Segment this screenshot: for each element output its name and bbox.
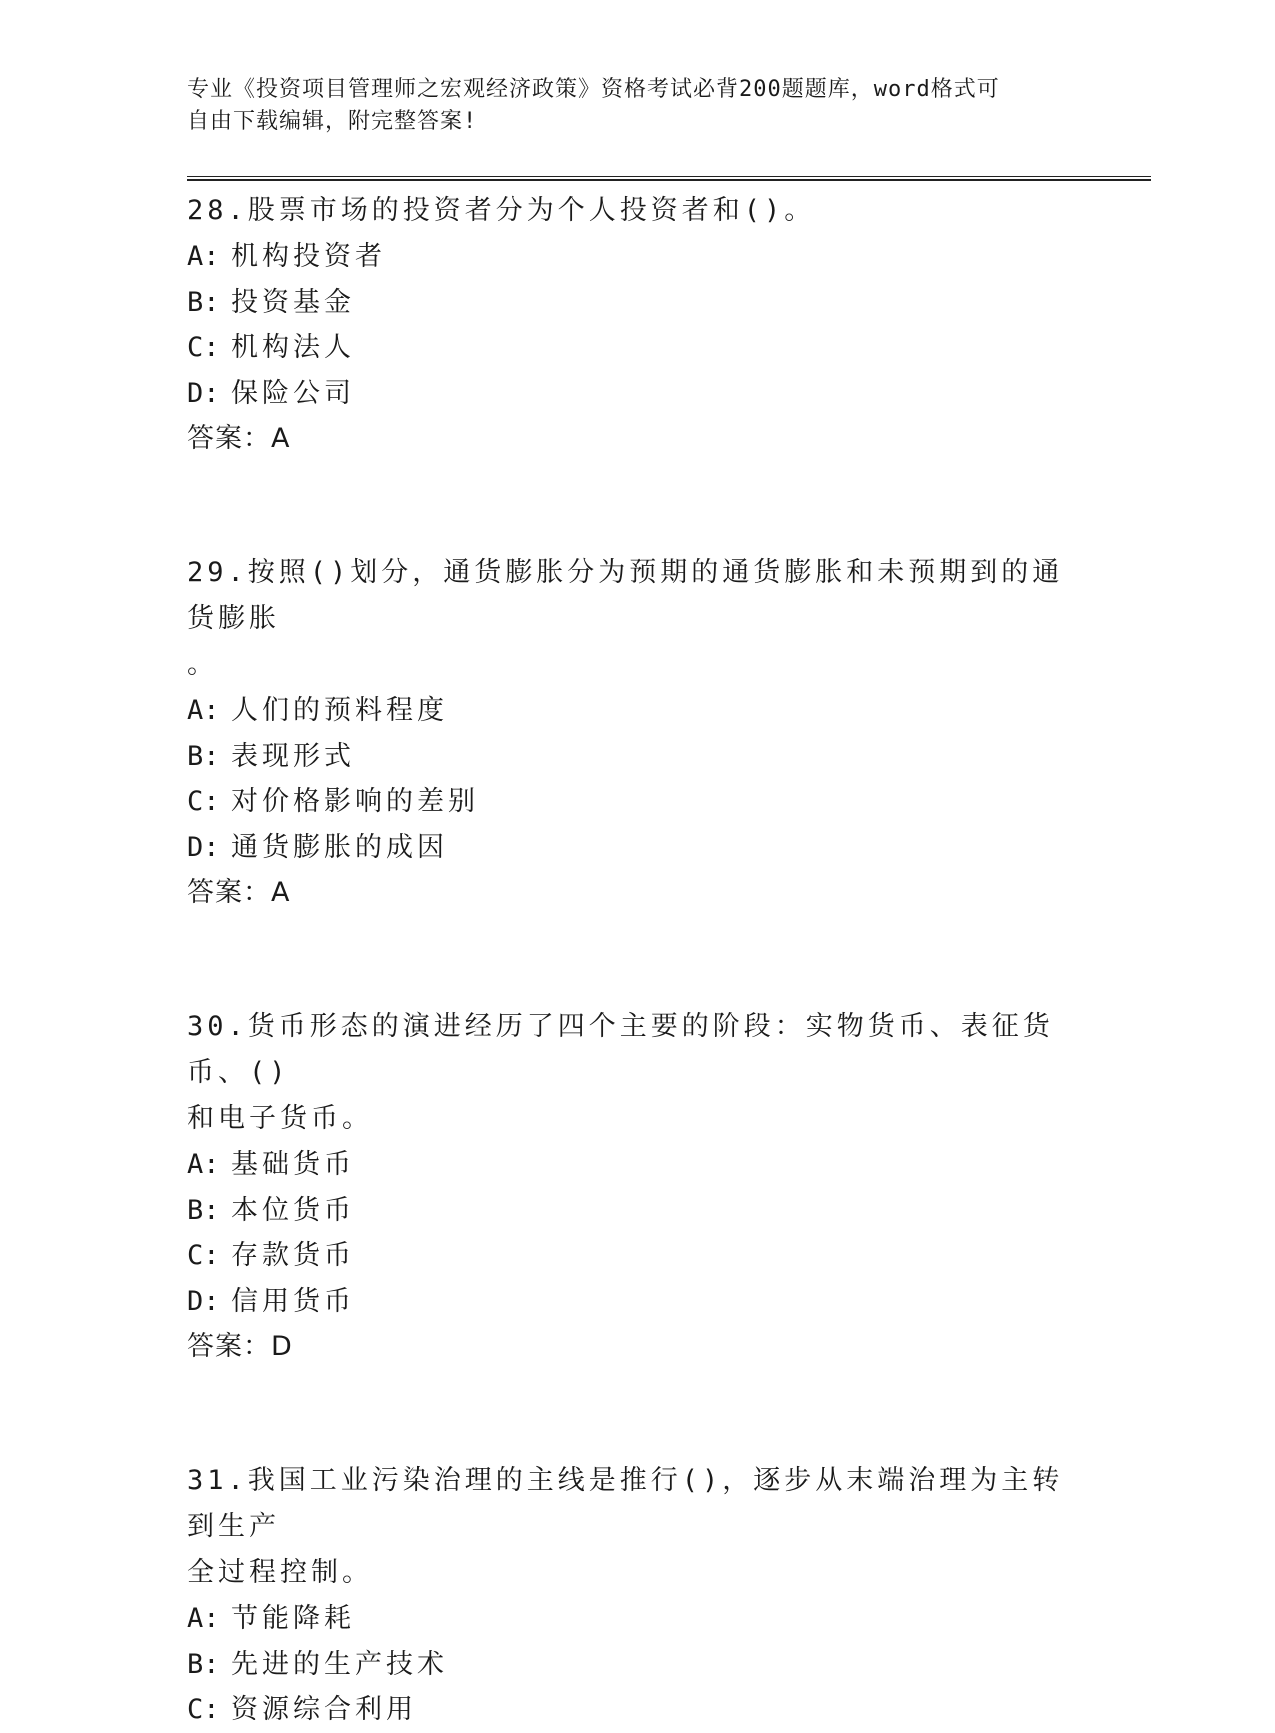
option-a bbox=[187, 1142, 1087, 1188]
option-a bbox=[187, 688, 1087, 734]
option-b bbox=[187, 280, 1087, 326]
question-stem: 29.按照()划分，通货膨胀分为预期的通货膨胀和未预期到的通货膨胀 bbox=[187, 557, 1064, 634]
option-text: 信用货币 bbox=[231, 1285, 355, 1317]
option-text: 通货膨胀的成因 bbox=[231, 831, 448, 863]
option-d bbox=[187, 825, 1087, 871]
option-key: D: bbox=[187, 831, 220, 863]
question-stem: 30.货币形态的演进经历了四个主要的阶段：实物货币、表征货币、() bbox=[187, 1011, 1054, 1088]
option-b bbox=[187, 1188, 1087, 1234]
option-text: 投资基金 bbox=[231, 286, 355, 318]
question-stem: 31.我国工业污染治理的主线是推行()，逐步从末端治理为主转到生产 bbox=[187, 1465, 1064, 1542]
option-d bbox=[187, 1279, 1087, 1325]
option-key: B: bbox=[187, 1194, 220, 1226]
question-stem: 28.股票市场的投资者分为个人投资者和()。 bbox=[187, 195, 816, 226]
option-text: 基础货币 bbox=[231, 1149, 355, 1180]
option-b bbox=[187, 1642, 1087, 1688]
question-stem-continued: 和电子货币。 bbox=[187, 1103, 373, 1134]
option-text: 本位货币 bbox=[231, 1194, 355, 1226]
option-key: B: bbox=[187, 740, 220, 772]
spacer bbox=[187, 462, 1087, 550]
option-text: 先进的生产技术 bbox=[231, 1648, 448, 1680]
option-text: 存款货币 bbox=[231, 1240, 355, 1271]
option-c bbox=[187, 325, 1087, 371]
question-30 bbox=[187, 1004, 1087, 1458]
option-key: C: bbox=[187, 786, 220, 817]
option-c bbox=[187, 1233, 1087, 1279]
header-line-2: 自由下载编辑，附完整答案! bbox=[187, 109, 478, 134]
option-text: 对价格影响的差别 bbox=[231, 786, 479, 817]
option-text: 机构法人 bbox=[231, 332, 355, 363]
document-header bbox=[187, 74, 1067, 138]
answer-label: 答案：D bbox=[187, 1331, 293, 1362]
option-text: 人们的预料程度 bbox=[231, 695, 448, 726]
option-text: 节能降耗 bbox=[231, 1603, 355, 1634]
option-a bbox=[187, 234, 1087, 280]
option-b bbox=[187, 734, 1087, 780]
question-stem-continued: 。 bbox=[187, 649, 218, 680]
option-d bbox=[187, 371, 1087, 417]
option-text: 保险公司 bbox=[231, 377, 355, 409]
question-28 bbox=[187, 188, 1087, 550]
option-c bbox=[187, 779, 1087, 825]
option-key: D: bbox=[187, 1285, 220, 1317]
option-key: A: bbox=[187, 241, 220, 272]
question-31 bbox=[187, 1458, 1087, 1733]
option-key: B: bbox=[187, 1648, 220, 1680]
header-line-1: 专业《投资项目管理师之宏观经济政策》资格考试必背200题题库，word格式可 bbox=[187, 77, 1000, 102]
option-a bbox=[187, 1596, 1087, 1642]
option-text: 机构投资者 bbox=[231, 241, 386, 272]
option-key: C: bbox=[187, 1240, 220, 1271]
option-text: 资源综合利用 bbox=[231, 1694, 417, 1725]
spacer bbox=[187, 916, 1087, 1004]
option-key: C: bbox=[187, 1694, 220, 1725]
question-list bbox=[187, 188, 1087, 1733]
option-c bbox=[187, 1687, 1087, 1733]
option-key: A: bbox=[187, 695, 220, 726]
question-29 bbox=[187, 550, 1087, 1004]
answer-label: 答案：A bbox=[187, 423, 291, 454]
option-key: C: bbox=[187, 332, 220, 363]
option-key: B: bbox=[187, 286, 220, 318]
header-divider bbox=[187, 176, 1151, 181]
answer-label: 答案：A bbox=[187, 877, 291, 908]
option-key: D: bbox=[187, 377, 220, 409]
option-key: A: bbox=[187, 1603, 220, 1634]
option-key: A: bbox=[187, 1149, 220, 1180]
question-stem-continued: 全过程控制。 bbox=[187, 1557, 373, 1588]
spacer bbox=[187, 1370, 1087, 1458]
option-text: 表现形式 bbox=[231, 740, 355, 772]
